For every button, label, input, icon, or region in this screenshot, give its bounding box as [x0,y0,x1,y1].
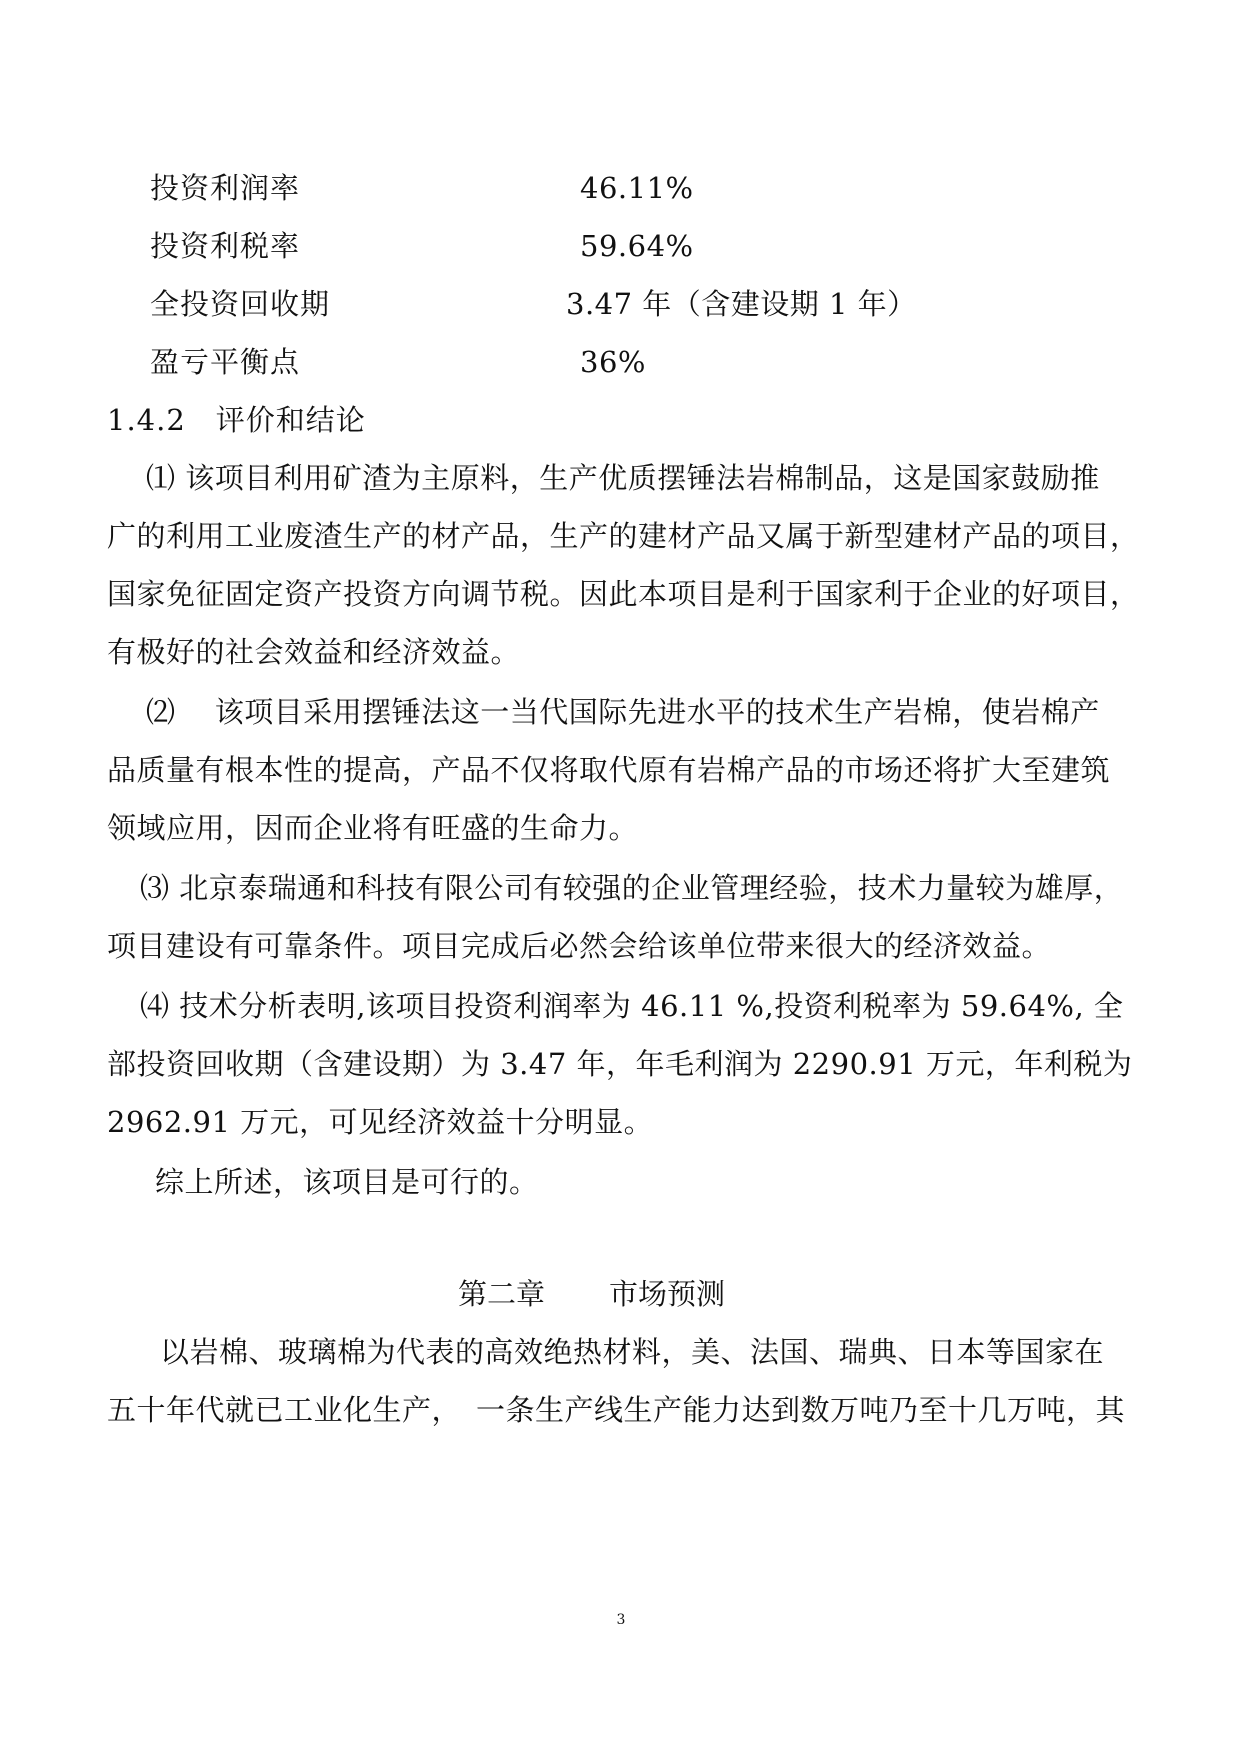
text-line: ⑷ 技术分析表明,该项目投资利润率为 46.11 %,投资利税率为 59.64%, 全 [140,989,1124,1023]
text-line: 项目建设有可靠条件。项目完成后必然会给该单位带来很大的经济效益。 [107,929,1052,963]
section-heading [107,402,366,438]
text-line: 领域应用，因而企业将有旺盛的生命力。 [107,811,639,845]
text-line: 有极好的社会效益和经济效益。 [107,635,521,669]
text-line: 国家免征固定资产投资方向调节税。因此本项目是利于国家利于企业的好项目， [107,577,1140,611]
text-line: 五十年代就已工业化生产， 一条生产线生产能力达到数万吨乃至十几万吨，其 [107,1393,1126,1427]
metric-value: 46.11% [580,171,694,205]
text-line: ⑴ 该项目利用矿渣为主原料，生产优质摆锤法岩棉制品，这是国家鼓励推 [146,461,1100,495]
text-line: ⑵ 该项目采用摆锤法这一当代国际先进水平的技术生产岩棉，使岩棉产 [146,695,1100,729]
metric-value: 59.64% [580,229,694,263]
text-line: 部投资回收期（含建设期）为 3.47 年，年毛利润为 2290.91 万元，年利税为 [107,1047,1133,1081]
metric-label: 全投资回收期 [150,287,331,321]
text-line: 品质量有根本性的提高，产品不仅将取代原有岩棉产品的市场还将扩大至建筑 [107,753,1111,787]
text-line: ⑶ 北京泰瑞通和科技有限公司有较强的企业管理经验，技术力量较为雄厚， [140,871,1124,905]
text-line: 综上所述，该项目是可行的。 [155,1165,539,1199]
metric-value: 3.47 年（含建设期 1 年） [566,287,917,321]
metric-value: 36% [580,345,646,379]
section-title: 评价和结论 [215,403,366,437]
chapter-title: 市场预测 [609,1277,726,1311]
text-line: 2962.91 万元，可见经济效益十分明显。 [107,1105,654,1139]
metric-label: 投资利润率 [150,171,301,205]
page-number: 3 [616,1612,626,1628]
chapter-heading [458,1276,725,1312]
section-number: 1.4.2 [107,403,186,437]
text-line: 广的利用工业废渣生产的材产品，生产的建材产品又属于新型建材产品的项目， [107,519,1140,553]
metric-label: 盈亏平衡点 [150,345,301,379]
metric-label: 投资利税率 [150,229,301,263]
text-line: 以岩棉、玻璃棉为代表的高效绝热材料，美、法国、瑞典、日本等国家在 [160,1335,1105,1369]
chapter-number: 第二章 [458,1277,546,1311]
